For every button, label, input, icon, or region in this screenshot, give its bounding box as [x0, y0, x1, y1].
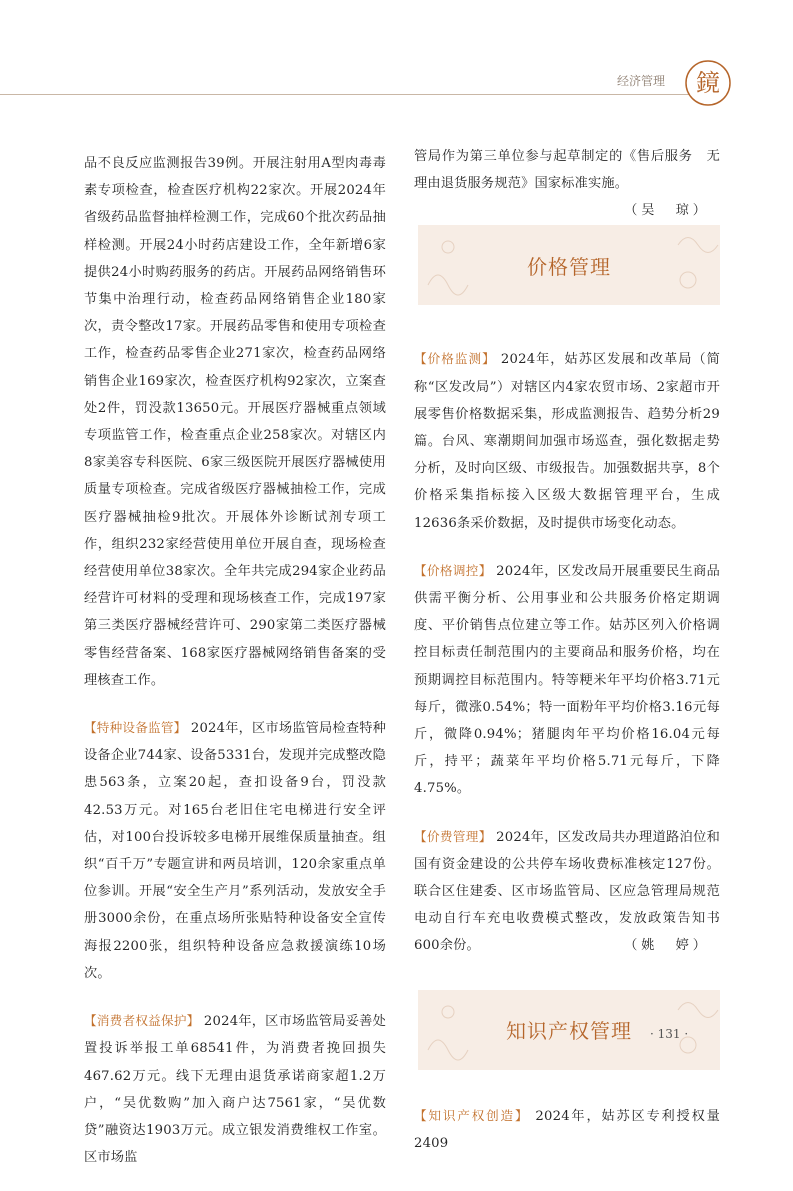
page-number: · 131 ·: [650, 1027, 689, 1041]
paragraph-price-regulation: 【价格调控】 2024年，区发改局开展重要民生商品供需平衡分析、公用事业和公共服务价格定期调度、平价销售点位建立等工作。姑苏区列入价格调控目标责任制范围内的主要商品和服务价格，均在预期调控目标范围内。特等粳米年平均价格3.71元每斤，微涨0.54%；特一面粉年平均价格3.16元每斤，微降0.94%；猪腿肉年平均价格16.04元每斤，持平；蔬菜年平均价格5.71元每斤，下降4.75%。: [414, 562, 720, 797]
section-tag: 【特种设备监管】: [84, 720, 187, 736]
paragraph-fee-management: 【价费管理】 2024年，区发改局共办理道路泊位和国有资金建设的公共停车场收费标准核定127份。联合区住建委、区市场监管局、区应急管理局规范电动自行车充电收费模式整改，发放政策告知书600余份。 （姚 婷）: [414, 823, 720, 960]
author: （姚 婷）: [624, 938, 710, 954]
paragraph-price-monitoring: 【价格监测】 2024年，姑苏区发展和改革局（简称“区发改局”）对辖区内4家农贸市场、2家超市开展零售价格数据采集，形成监测报告、趋势分析29篇。台风、寒潮期间加强市场巡查，强化数据走势分析，及时向区级、市级报告。加强数据共享，8个价格采集指标接入区级大数据管理平台，生成12636条采价数据，及时提供市场变化动态。: [414, 351, 720, 531]
banner-pattern-icon: [418, 225, 720, 305]
left-column: [84, 150, 386, 1191]
section-tag: 【价格调控】: [414, 562, 492, 578]
section-tag: 【消费者权益保护】: [84, 1013, 200, 1029]
section-title: 经济管理: [617, 74, 666, 88]
header-rule: [0, 94, 690, 95]
paragraph-special-equipment: 【特种设备监管】 2024年，区市场监管局检查特种设备企业744家、设备5331台，发现并完成整改隐患563条，立案20起，查扣设备9台，罚没款42.53万元。对165台老旧住宅电梯进行安全评估，对100台投诉较多电梯开展维保质量抽查。组织“百千万”专题宣讲和两员培训，120余家重点单位参训。开展“安全生产月”系列活动，发放安全手册3000余份，在重点场所张贴特种设备安全宣传海报2200张，组织特种设备应急救援演练10场次。: [84, 720, 387, 981]
section-tag: 【知识产权创造】: [414, 1107, 530, 1123]
paragraph-consumer-rights: 【消费者权益保护】 2024年，区市场监管局妥善处置投诉举报工单68541件，为消费者挽回损失467.62万元。线下无理由退货承诺商家超1.2万户，“吴优数购”加入商户达7561家，“吴优数贷”融资达1903万元。成立银发消费维权工作室。区市场监: [84, 1013, 386, 1166]
banner-title: 知识产权管理: [506, 1019, 632, 1044]
section-tag: 【价格监测】: [414, 351, 496, 367]
author: （吴 琼）: [624, 203, 710, 219]
paragraph: 品不良反应监测报告39例。开展注射用A型肉毒毒素专项检查，检查医疗机构22家次。开展2024年省级药品监督抽样检测工作，完成60个批次药品抽样检测。开展24小时药店建设工作，全年新增6家提供24小时购药服务的药店。开展药品网络销售环节集中治理行动，检查药品网络销售企业180家次，责令整改17家。开展药品零售和使用专项检查工作，检查药品零售企业271家次，检查药品网络销售企业169家次，检查医疗机构92家次，立案查处2件，罚没款13650元。开展医疗器械重点领域专项监管工作，检查重点企业258家次。对辖区内8家美容专科医院、6家三级医院开展医疗器械使用质量专项检查。完成省级医疗器械抽检工作，完成医疗器械抽检9批次。开展体外诊断试剂专项工作，组织232家经营使用单位开展自查，现场检查经营使用单位38家次。全年共完成294家企业药品经营许可材料的受理和现场核查工作，完成197家第三类医疗器械经营许可、290家第二类医疗器械零售经营备案、168家医疗器械网络销售备案的受理核查工作。: [84, 156, 386, 688]
section-tag: 【价费管理】: [414, 828, 492, 844]
right-column: [414, 143, 720, 1177]
paragraph-ip-creation: 【知识产权创造】 2024年，姑苏区专利授权量2409: [414, 1107, 720, 1151]
banner-title: 价格管理: [527, 254, 611, 279]
section-banner-price: [418, 225, 720, 305]
section-logo-icon: [683, 58, 733, 108]
logo-char: 鏡: [696, 69, 720, 97]
paragraph: 管局作为第三单位参与起草制定的《售后服务 无理由退货服务规范》国家标准实施。 （吴 琼）: [414, 143, 720, 197]
